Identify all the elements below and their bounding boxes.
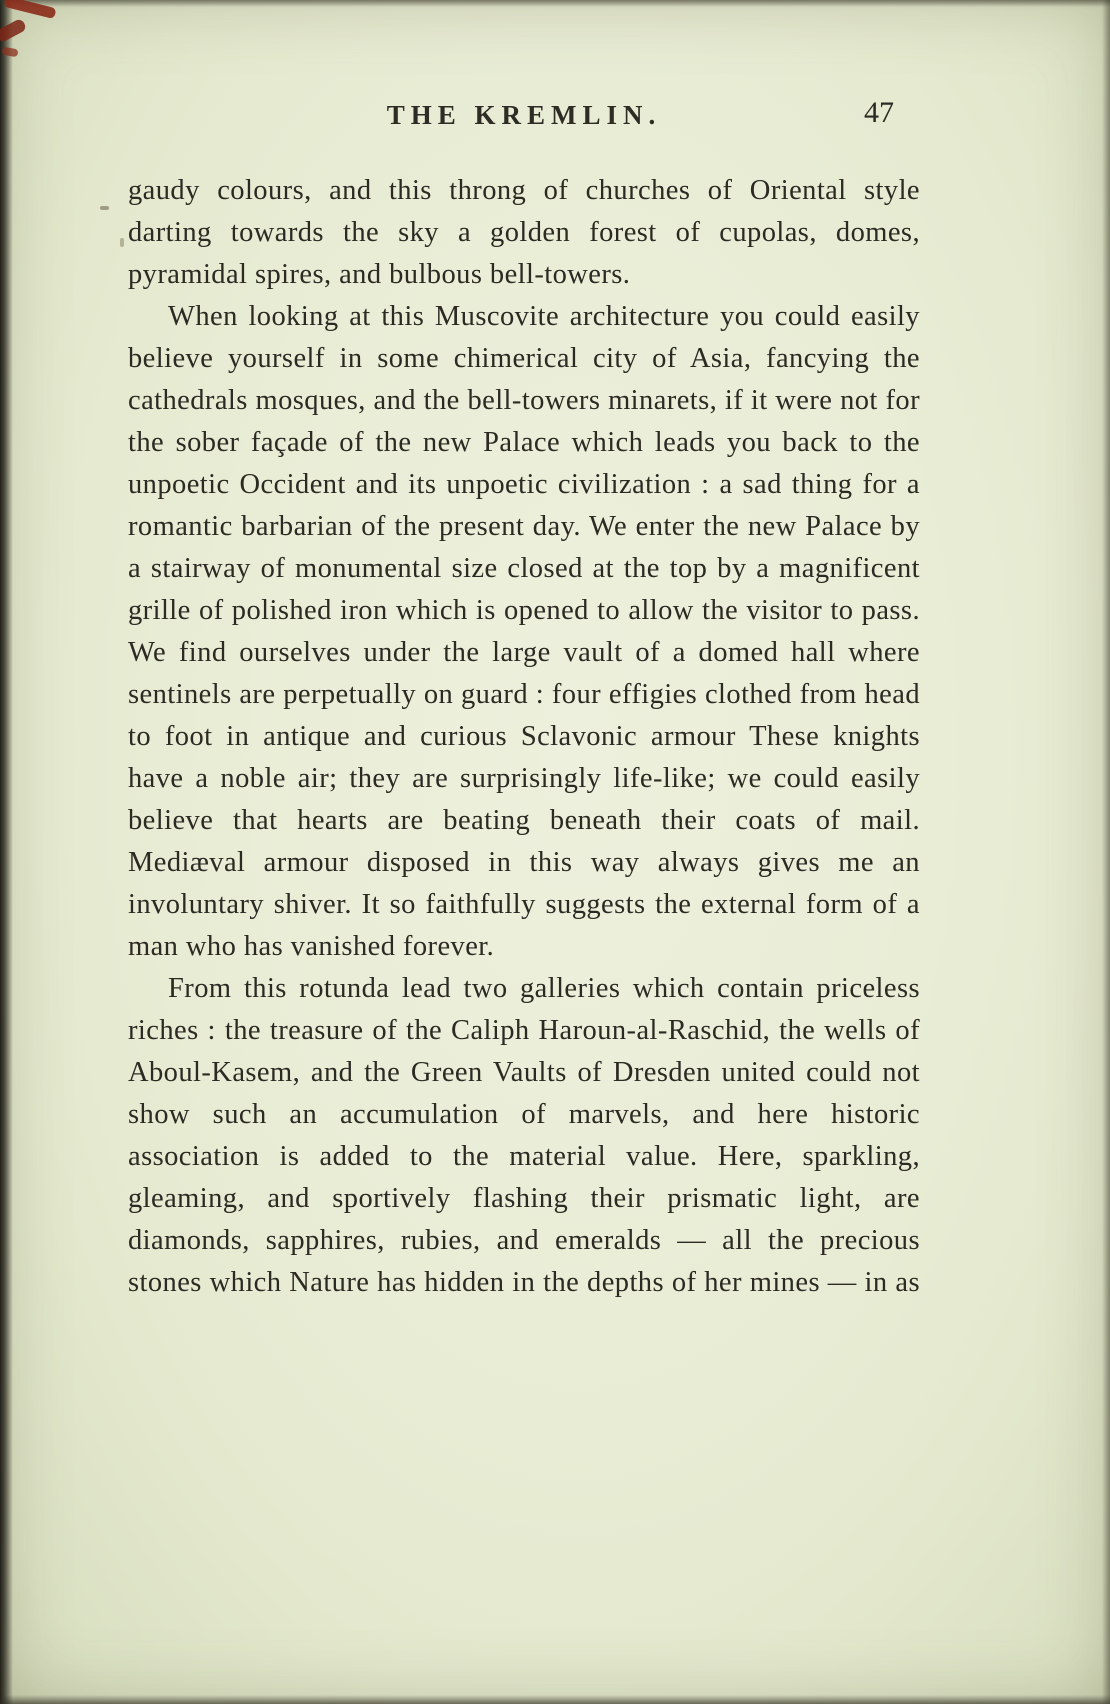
page-content [128,96,920,1304]
scan-artifact-top-edge [0,0,1110,7]
running-header: THE KREMLIN. [386,100,662,130]
page-body [128,170,920,1304]
scan-artifact-smudge-1 [100,206,109,210]
paragraph-2: When looking at this Muscovite architecture you could easily believe yourself in some chimerical city of Asia, fancying the cathedrals mosques, and the bell-towers minarets, if it were not for the sober façade of the new Palace which leads you back to the unpoetic Occident and its unpoetic civilization : a sad thing for a romantic barbarian of the present day. We enter the new Palace by a stairway of monumental size closed at the top by a magnificent grille of polished iron which is opened to allow the visitor to pass. We find ourselves under the large vault of a domed hall where sentinels are perpetually on guard : four effigies clothed from head to foot in antique and curious Sclavonic armour These knights have a noble air; they are surprisingly life-like; we could easily believe that hearts are beating beneath their coats of mail. Mediæval armour disposed in this way always gives me an involuntary shiver. It so faithfully suggests the external form of a man who has vanished forever. [128,301,920,962]
paragraph-3: From this rotunda lead two galleries which contain priceless riches : the treasure of the Caliph Haroun-al-Raschid, the wells of Aboul-Kasem, and the Green Vaults of Dresden united could not show such an accumulation of marvels, and here historic association is added to the material value. Here, sparkling, gleaming, and sportively flashing their prismatic light, are diamonds, sapphires, rubies, and emeralds — all the precious stones which Nature has hidden in the depths of her mines — in as [128,973,920,1298]
page-header [128,96,920,154]
paragraph-1: gaudy colours, and this throng of churches of Oriental style darting towards the sky a golden forest of cupolas, domes, pyramidal spires, and bulbous bell-towers. [128,175,920,290]
scan-artifact-left-edge [0,0,13,1704]
scan-artifact-smudge-2 [120,238,124,247]
scan-artifact-bottom-edge [0,1695,1110,1704]
scan-artifact-right-edge [1102,0,1110,1704]
page-number: 47 [864,96,894,129]
